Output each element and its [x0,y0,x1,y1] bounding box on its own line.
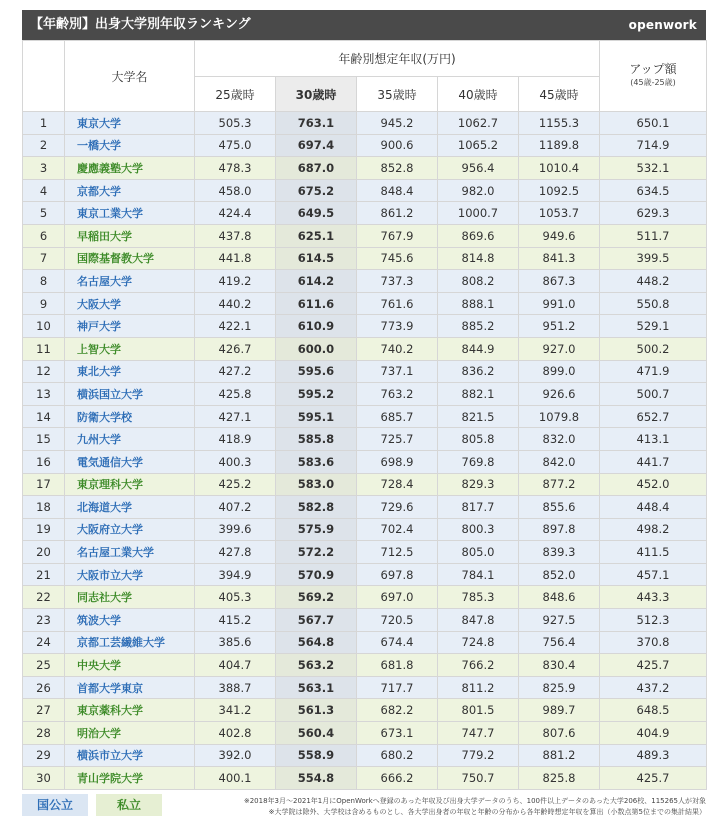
salary-25: 441.8 [195,247,276,270]
footnote-1: ※2018年3月〜2021年1月にOpenWorkへ登録のあった年収及び出身大学データのうち、100件以上データのあった大学206校、115265人が対象 [243,797,706,805]
salary-30: 687.0 [276,157,357,180]
ranking-rows [23,112,707,790]
increase-header-label: アップ額 [629,62,677,76]
rank-cell: 10 [23,315,65,338]
salary-35: 685.7 [357,405,438,428]
salary-35: 682.2 [357,699,438,722]
salary-40: 821.5 [438,405,519,428]
rank-cell: 3 [23,157,65,180]
salary-45: 1053.7 [519,202,600,225]
salary-35: 737.1 [357,360,438,383]
salary-30: 600.0 [276,337,357,360]
salary-25: 505.3 [195,112,276,135]
table-row [23,676,707,699]
salary-40: 814.8 [438,247,519,270]
salary-35: 767.9 [357,224,438,247]
rank-cell: 15 [23,428,65,451]
university-name: 横浜市立大学 [65,744,195,767]
salary-increase: 532.1 [600,157,707,180]
salary-30: 563.2 [276,654,357,677]
salary-35: 725.7 [357,428,438,451]
university-name: 東京工業大学 [65,202,195,225]
salary-25: 394.9 [195,563,276,586]
table-row [23,654,707,677]
table-row [23,247,707,270]
rank-cell: 4 [23,179,65,202]
salary-increase: 629.3 [600,202,707,225]
table-row [23,496,707,519]
rank-cell: 26 [23,676,65,699]
age-45-header: 45歳時 [519,77,600,112]
rank-cell: 29 [23,744,65,767]
salary-increase: 425.7 [600,767,707,790]
salary-25: 400.3 [195,450,276,473]
table-row [23,767,707,790]
salary-increase: 529.1 [600,315,707,338]
increase-header-sub: (45歳-25歳) [630,78,676,87]
rank-cell: 5 [23,202,65,225]
salary-increase: 448.4 [600,496,707,519]
salary-25: 424.4 [195,202,276,225]
salary-45: 1010.4 [519,157,600,180]
salary-35: 712.5 [357,541,438,564]
salary-25: 418.9 [195,428,276,451]
salary-30: 575.9 [276,518,357,541]
rank-cell: 19 [23,518,65,541]
salary-40: 750.7 [438,767,519,790]
salary-45: 855.6 [519,496,600,519]
salary-40: 1000.7 [438,202,519,225]
salary-45: 842.0 [519,450,600,473]
university-name: 国際基督教大学 [65,247,195,270]
salary-35: 740.2 [357,337,438,360]
salary-45: 1155.3 [519,112,600,135]
salary-35: 720.5 [357,609,438,632]
salary-40: 982.0 [438,179,519,202]
salary-40: 885.2 [438,315,519,338]
salary-45: 832.0 [519,428,600,451]
salary-35: 717.7 [357,676,438,699]
salary-35: 673.1 [357,722,438,745]
university-name-header: 大学名 [65,41,195,112]
university-name: 東京薬科大学 [65,699,195,722]
salary-25: 392.0 [195,744,276,767]
university-name: 横浜国立大学 [65,383,195,406]
table-row [23,134,707,157]
table-row [23,473,707,496]
salary-25: 427.1 [195,405,276,428]
salary-increase: 404.9 [600,722,707,745]
salary-30: 675.2 [276,179,357,202]
salary-40: 785.3 [438,586,519,609]
salary-increase: 443.3 [600,586,707,609]
salary-25: 388.7 [195,676,276,699]
table-row [23,202,707,225]
salary-45: 991.0 [519,292,600,315]
salary-25: 440.2 [195,292,276,315]
university-name: 防衛大学校 [65,405,195,428]
legend-public: 国公立 [22,794,88,816]
rank-cell: 17 [23,473,65,496]
salary-45: 897.8 [519,518,600,541]
table-row [23,224,707,247]
salary-30: 560.4 [276,722,357,745]
rank-cell: 11 [23,337,65,360]
salary-increase: 399.5 [600,247,707,270]
salary-25: 437.8 [195,224,276,247]
university-name: 一橋大学 [65,134,195,157]
salary-35: 697.8 [357,563,438,586]
salary-increase: 411.5 [600,541,707,564]
table-row [23,405,707,428]
salary-45: 756.4 [519,631,600,654]
university-name: 早稲田大学 [65,224,195,247]
table-row [23,609,707,632]
salary-30: 610.9 [276,315,357,338]
salary-25: 427.2 [195,360,276,383]
university-name: 首都大学東京 [65,676,195,699]
salary-30: 697.4 [276,134,357,157]
university-name: 神戸大学 [65,315,195,338]
salary-30: 582.8 [276,496,357,519]
salary-25: 425.8 [195,383,276,406]
salary-45: 848.6 [519,586,600,609]
legend-private: 私立 [96,794,162,816]
salary-35: 674.4 [357,631,438,654]
salary-25: 385.6 [195,631,276,654]
salary-increase: 425.7 [600,654,707,677]
table-row [23,112,707,135]
salary-30: 569.2 [276,586,357,609]
university-name: 東北大学 [65,360,195,383]
salary-40: 888.1 [438,292,519,315]
salary-40: 836.2 [438,360,519,383]
salary-25: 405.3 [195,586,276,609]
table-row [23,586,707,609]
salary-25: 400.1 [195,767,276,790]
salary-45: 927.5 [519,609,600,632]
salary-30: 583.0 [276,473,357,496]
salary-increase: 511.7 [600,224,707,247]
table-row [23,450,707,473]
salary-40: 805.8 [438,428,519,451]
university-name: 大阪市立大学 [65,563,195,586]
salary-25: 475.0 [195,134,276,157]
university-name: 明治大学 [65,722,195,745]
salary-45: 927.0 [519,337,600,360]
salary-40: 724.8 [438,631,519,654]
salary-35: 945.2 [357,112,438,135]
table-row [23,292,707,315]
salary-30: 595.6 [276,360,357,383]
rank-cell: 25 [23,654,65,677]
university-name: 京都工芸繊維大学 [65,631,195,654]
salary-40: 1062.7 [438,112,519,135]
salary-40: 956.4 [438,157,519,180]
salary-40: 882.1 [438,383,519,406]
salary-25: 402.8 [195,722,276,745]
footnotes [244,796,706,818]
age-40-header: 40歳時 [438,77,519,112]
salary-40: 817.7 [438,496,519,519]
table-row [23,179,707,202]
salary-30: 763.1 [276,112,357,135]
salary-25: 415.2 [195,609,276,632]
university-name: 大阪大学 [65,292,195,315]
salary-25: 425.2 [195,473,276,496]
salary-30: 625.1 [276,224,357,247]
salary-increase: 441.7 [600,450,707,473]
salary-40: 766.2 [438,654,519,677]
salary-35: 698.9 [357,450,438,473]
table-row [23,360,707,383]
salary-35: 702.4 [357,518,438,541]
rank-cell: 22 [23,586,65,609]
university-name: 電気通信大学 [65,450,195,473]
rank-cell: 13 [23,383,65,406]
salary-25: 458.0 [195,179,276,202]
salary-increase: 448.2 [600,270,707,293]
salary-25: 422.1 [195,315,276,338]
salary-40: 1065.2 [438,134,519,157]
salary-25: 399.6 [195,518,276,541]
rank-cell: 28 [23,722,65,745]
salary-30: 585.8 [276,428,357,451]
university-name: 名古屋工業大学 [65,541,195,564]
university-name: 九州大学 [65,428,195,451]
salary-30: 554.8 [276,767,357,790]
salary-45: 951.2 [519,315,600,338]
university-name: 京都大学 [65,179,195,202]
salary-35: 745.6 [357,247,438,270]
salary-45: 926.6 [519,383,600,406]
rank-cell: 8 [23,270,65,293]
title-bar [22,10,706,40]
salary-25: 419.2 [195,270,276,293]
increase-header [600,41,707,112]
salary-25: 427.8 [195,541,276,564]
salary-40: 747.7 [438,722,519,745]
salary-35: 773.9 [357,315,438,338]
rank-cell: 1 [23,112,65,135]
salary-increase: 650.1 [600,112,707,135]
rank-cell: 30 [23,767,65,790]
rank-cell: 9 [23,292,65,315]
university-name: 同志社大学 [65,586,195,609]
salary-increase: 512.3 [600,609,707,632]
salary-25: 341.2 [195,699,276,722]
table-row [23,337,707,360]
salary-30: 561.3 [276,699,357,722]
salary-increase: 489.3 [600,744,707,767]
salary-increase: 714.9 [600,134,707,157]
salary-35: 680.2 [357,744,438,767]
salary-30: 570.9 [276,563,357,586]
salary-35: 900.6 [357,134,438,157]
salary-45: 852.0 [519,563,600,586]
salary-30: 611.6 [276,292,357,315]
salary-increase: 437.2 [600,676,707,699]
salary-increase: 550.8 [600,292,707,315]
university-name: 慶應義塾大学 [65,157,195,180]
salary-45: 1079.8 [519,405,600,428]
rank-cell: 6 [23,224,65,247]
salary-30: 572.2 [276,541,357,564]
salary-30: 563.1 [276,676,357,699]
table-row [23,722,707,745]
salary-40: 800.3 [438,518,519,541]
rank-cell: 27 [23,699,65,722]
table-row [23,383,707,406]
salary-35: 761.6 [357,292,438,315]
rank-cell: 23 [23,609,65,632]
salary-30: 583.6 [276,450,357,473]
table-row [23,270,707,293]
salary-35: 848.4 [357,179,438,202]
salary-30: 567.7 [276,609,357,632]
salary-increase: 370.8 [600,631,707,654]
salary-45: 825.9 [519,676,600,699]
salary-35: 763.2 [357,383,438,406]
salary-increase: 413.1 [600,428,707,451]
salary-45: 807.6 [519,722,600,745]
age-25-header: 25歳時 [195,77,276,112]
salary-35: 681.8 [357,654,438,677]
rank-cell: 7 [23,247,65,270]
salary-30: 564.8 [276,631,357,654]
rank-cell: 2 [23,134,65,157]
salary-increase: 648.5 [600,699,707,722]
salary-40: 844.9 [438,337,519,360]
table-row [23,563,707,586]
rank-cell: 20 [23,541,65,564]
salary-45: 881.2 [519,744,600,767]
salary-40: 847.8 [438,609,519,632]
salary-40: 779.2 [438,744,519,767]
salary-40: 829.3 [438,473,519,496]
table-row [23,744,707,767]
salary-45: 830.4 [519,654,600,677]
salary-35: 666.2 [357,767,438,790]
table-row [23,631,707,654]
salary-40: 784.1 [438,563,519,586]
university-name: 名古屋大学 [65,270,195,293]
ranking-table [22,40,707,790]
salary-30: 649.5 [276,202,357,225]
salary-increase: 498.2 [600,518,707,541]
footnote-2: ※大学院は除外、大学校は含めるものとし、各大学出身者の年収と年齢の分布から各年齢時想定年収を算出（小数点第5位までの集計結果） [268,808,706,816]
salary-35: 729.6 [357,496,438,519]
salary-40: 811.2 [438,676,519,699]
salary-45: 825.8 [519,767,600,790]
salary-increase: 500.7 [600,383,707,406]
salary-40: 808.2 [438,270,519,293]
rank-cell: 21 [23,563,65,586]
table-row [23,699,707,722]
university-name: 大阪府立大学 [65,518,195,541]
salary-increase: 452.0 [600,473,707,496]
salary-increase: 652.7 [600,405,707,428]
university-name: 中央大学 [65,654,195,677]
table-row [23,541,707,564]
salary-35: 861.2 [357,202,438,225]
rank-cell: 16 [23,450,65,473]
salary-35: 852.8 [357,157,438,180]
age-35-header: 35歳時 [357,77,438,112]
salary-45: 1092.5 [519,179,600,202]
brand-logo: openwork [628,18,697,32]
salary-40: 801.5 [438,699,519,722]
salary-45: 841.3 [519,247,600,270]
table-row [23,157,707,180]
salary-increase: 500.2 [600,337,707,360]
age-salary-group-header: 年齢別想定年収(万円) [195,41,600,77]
salary-35: 737.3 [357,270,438,293]
university-name: 筑波大学 [65,609,195,632]
salary-45: 1189.8 [519,134,600,157]
university-name: 北海道大学 [65,496,195,519]
salary-30: 595.2 [276,383,357,406]
salary-40: 869.6 [438,224,519,247]
salary-45: 899.0 [519,360,600,383]
table-row [23,428,707,451]
salary-increase: 634.5 [600,179,707,202]
salary-45: 877.2 [519,473,600,496]
age-30-header: 30歳時 [276,77,357,112]
chart-title: 【年齢別】出身大学別年収ランキング [30,17,251,32]
rank-header [23,41,65,112]
salary-45: 867.3 [519,270,600,293]
university-name: 東京理科大学 [65,473,195,496]
salary-increase: 471.9 [600,360,707,383]
rank-cell: 18 [23,496,65,519]
salary-40: 805.0 [438,541,519,564]
salary-30: 595.1 [276,405,357,428]
salary-25: 404.7 [195,654,276,677]
salary-30: 614.2 [276,270,357,293]
salary-30: 614.5 [276,247,357,270]
rank-cell: 14 [23,405,65,428]
salary-30: 558.9 [276,744,357,767]
rank-cell: 24 [23,631,65,654]
table-row [23,518,707,541]
salary-25: 478.3 [195,157,276,180]
university-name: 東京大学 [65,112,195,135]
salary-45: 949.6 [519,224,600,247]
table-row [23,315,707,338]
rank-cell: 12 [23,360,65,383]
salary-35: 697.0 [357,586,438,609]
salary-45: 989.7 [519,699,600,722]
salary-35: 728.4 [357,473,438,496]
university-name: 上智大学 [65,337,195,360]
university-name: 青山学院大学 [65,767,195,790]
salary-increase: 457.1 [600,563,707,586]
salary-25: 407.2 [195,496,276,519]
salary-40: 769.8 [438,450,519,473]
salary-25: 426.7 [195,337,276,360]
salary-45: 839.3 [519,541,600,564]
